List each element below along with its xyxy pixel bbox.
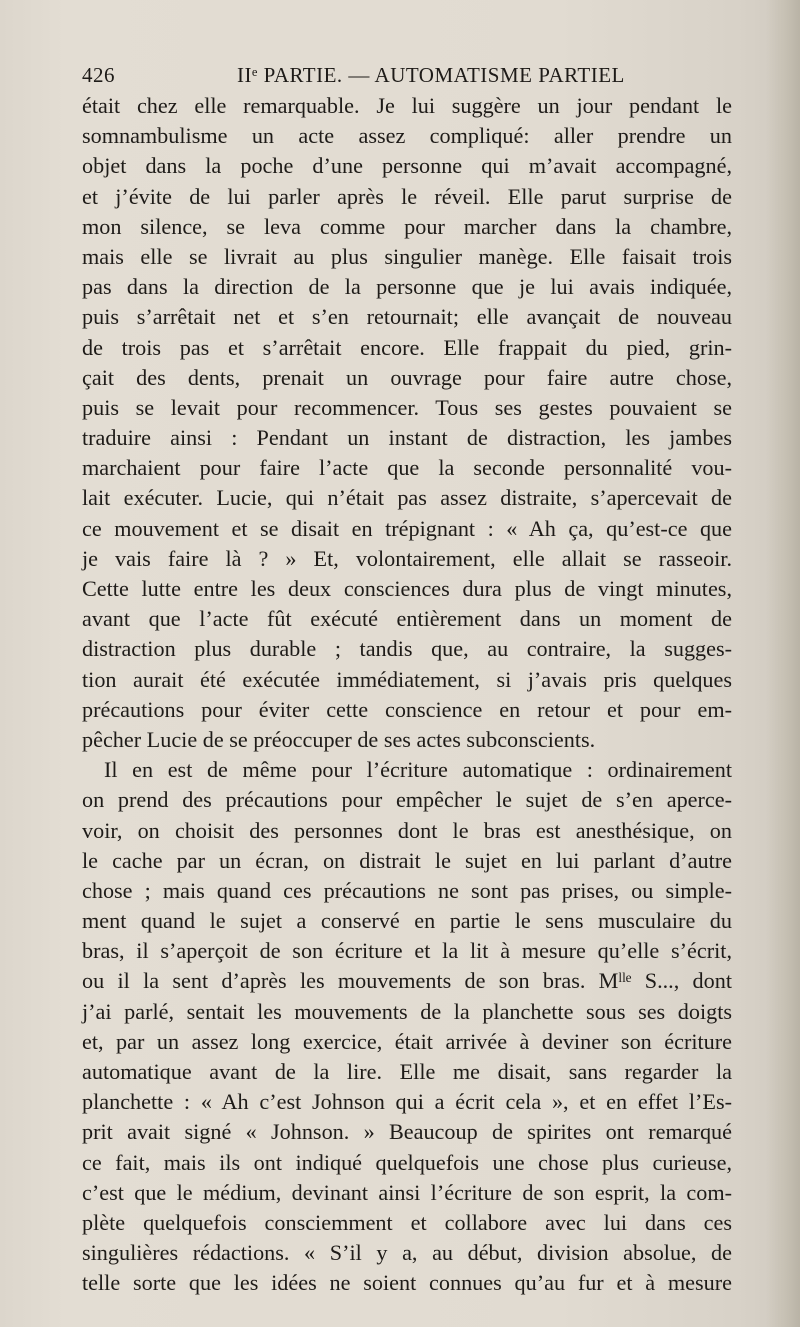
text-line: ou il la sent d’après les mouvements de son bras. Mˡˡᵉ S..., dont [82, 968, 732, 994]
text-line: ce fait, mais ils ont indiqué quelquefois une chose plus curieuse, [82, 1149, 732, 1175]
text-line: traduire ainsi : Pendant un instant de distraction, les jambes [82, 425, 732, 451]
text-line: c’est que le médium, devinant ainsi l’écriture de son esprit, la com- [82, 1179, 732, 1205]
text-line: somnambulisme un acte assez compliqué: aller prendre un [82, 123, 732, 149]
text-line: marchaient pour faire l’acte que la seconde personnalité vou- [82, 455, 732, 481]
text-line: chose ; mais quand ces précautions ne sont pas prises, ou simple- [82, 877, 732, 903]
page-edge-shadow [766, 0, 800, 1327]
text-line: puis se levait pour recommencer. Tous ses gestes pouvaient se [82, 394, 732, 420]
text-line: lait exécuter. Lucie, qui n’était pas assez distraite, s’apercevait de [82, 485, 732, 511]
running-head [82, 63, 732, 93]
text-line: je vais faire là ? » Et, volontairement, elle allait se rasseoir. [82, 545, 732, 571]
text-line: singulières rédactions. « S’il y a, au début, division absolue, de [82, 1240, 732, 1266]
text-line: le cache par un écran, on distrait le sujet en lui parlant d’autre [82, 847, 732, 873]
text-line: avant que l’acte fût exécuté entièrement dans un moment de [82, 606, 732, 632]
text-line: et j’évite de lui parler après le réveil. Elle parut surprise de [82, 183, 732, 209]
text-line: tion aurait été exécutée immédiatement, si j’avais pris quelques [82, 666, 732, 692]
text-line: de trois pas et s’arrêtait encore. Elle frappait du pied, grin- [82, 334, 732, 360]
text-line: pêcher Lucie de se préoccuper de ses actes subconscients. [82, 726, 596, 752]
text-line: on prend des précautions pour empêcher le sujet de s’en aperce- [82, 787, 732, 813]
text-line: ment quand le sujet a conservé en partie le sens musculaire du [82, 908, 732, 934]
text-line: était chez elle remarquable. Je lui suggère un jour pendant le [82, 93, 732, 118]
text-line: mon silence, se leva comme pour marcher dans la chambre, [82, 213, 732, 239]
text-line: distraction plus durable ; tandis que, au contraire, la sugges- [82, 636, 732, 662]
text-line: puis s’arrêtait net et s’en retournait; elle avançait de nouveau [82, 304, 732, 330]
text-line: bras, il s’aperçoit de son écriture et la lit à mesure qu’elle s’écrit, [82, 938, 732, 964]
text-line: prit avait signé « Johnson. » Beaucoup de spirites ont remarqué [82, 1119, 732, 1145]
page-number: 426 [82, 63, 115, 87]
running-head-title: IIᵉ PARTIE. — AUTOMATISME PARTIEL [237, 63, 625, 87]
text-line: ce mouvement et se disait en trépignant : « Ah ça, qu’est-ce que [82, 515, 732, 541]
text-line: voir, on choisit des personnes dont le bras est anesthésique, on [82, 817, 732, 843]
text-line: pas dans la direction de la personne que je lui avais indiquée, [82, 274, 732, 300]
body-text [82, 91, 732, 1299]
text-line: j’ai parlé, sentait les mouvements de la planchette sous ses doigts [82, 998, 732, 1024]
text-line: mais elle se livrait au plus singulier manège. Elle faisait trois [82, 243, 732, 269]
text-line: plète quelquefois consciemment et collabore avec lui dans ces [82, 1209, 732, 1235]
text-line: planchette : « Ah c’est Johnson qui a écrit cela », et en effet l’Es- [82, 1089, 732, 1115]
text-line: objet dans la poche d’une personne qui m’avait accompagné, [82, 153, 732, 179]
text-line: Il en est de même pour l’écriture automatique : ordinairement [104, 757, 732, 783]
text-line: précautions pour éviter cette conscience en retour et pour em- [82, 696, 732, 722]
text-line: automatique avant de la lire. Elle me disait, sans regarder la [82, 1059, 732, 1084]
text-line: çait des dents, prenait un ouvrage pour faire autre chose, [82, 364, 732, 390]
text-line: Cette lutte entre les deux consciences dura plus de vingt minutes, [82, 576, 732, 601]
text-line: et, par un assez long exercice, était arrivée à deviner son écriture [82, 1028, 732, 1054]
text-line: telle sorte que les idées ne soient connues qu’au fur et à mesure [82, 1270, 732, 1296]
